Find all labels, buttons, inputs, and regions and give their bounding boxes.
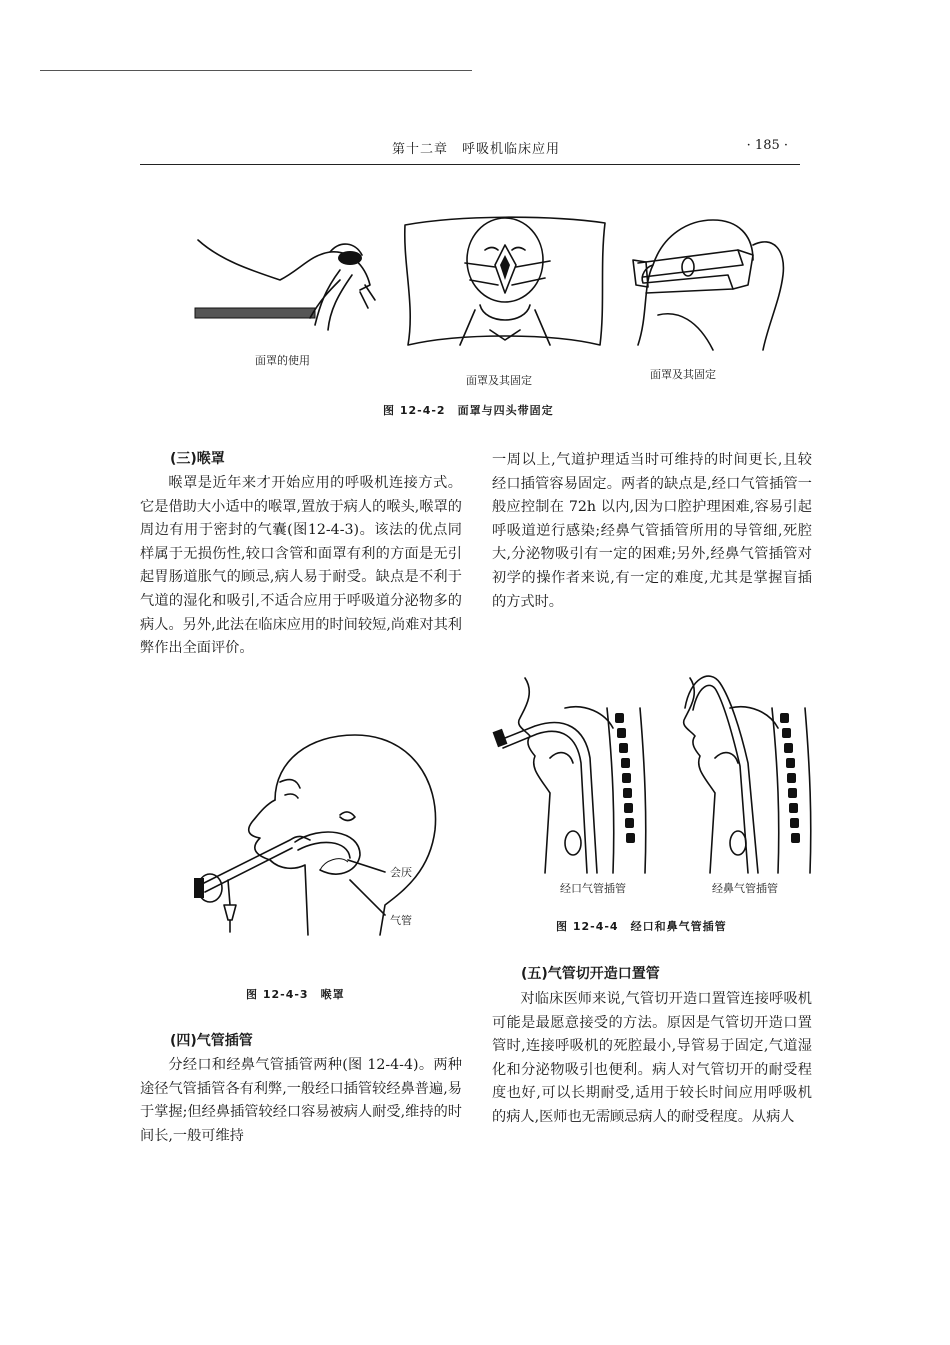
top-rule: [40, 70, 472, 71]
mask-front-fixation-illustration: [400, 205, 610, 355]
label-mask-front-fixation: 面罩及其固定: [466, 374, 532, 387]
page-number: · 185 ·: [746, 138, 788, 153]
label-epiglottis: 会厌: [390, 866, 412, 879]
right-column-paragraph: 一周以上,气道护理适当时可维持的时间更长,且较经口插管容易固定。两者的缺点是,经口气管插管一般应控制在 72h 以内,因为口腔护理困难,容易引起呼吸道逆行感染;经鼻气管插管所用的导管细,死腔大,分泌物吸引有一定的困难;另外,经鼻气管插管对初学的操作者来说,有一定的难度,尤其是掌握盲插的方式时。: [492, 452, 812, 610]
chapter-title: 第十二章 呼吸机临床应用: [392, 142, 561, 157]
section-5-heading: (五)气管切开造口置管: [521, 966, 660, 982]
laryngeal-mask-illustration: [180, 720, 440, 940]
oral-intubation-illustration: [495, 668, 655, 873]
nasal-intubation-illustration: [660, 668, 820, 873]
label-mask-side-fixation: 面罩及其固定: [650, 368, 716, 381]
mask-side-fixation-illustration: [618, 205, 793, 355]
label-mask-use: 面罩的使用: [255, 354, 310, 367]
section-3-heading: (三)喉罩: [170, 451, 225, 467]
figure-12-4-4-caption: 图 12-4-4 经口和鼻气管插管: [556, 920, 727, 933]
running-header: [140, 138, 800, 165]
section-3-paragraph: 喉罩是近年来才开始应用的呼吸机连接方式。它是借助大小适中的喉罩,置放于病人的喉头,喉罩的周边有用于密封的气囊(图12-4-3)。该法的优点同样属于无损伤性,较口含管和面罩有利的方面是无引起胃肠道胀气的顾忌,病人易于耐受。缺点是不利于气道的湿化和吸引,不适合应用于呼吸道分泌物多的病人。另外,此法在临床应用的时间较短,尚难对其利弊作出全面评价。: [140, 475, 462, 657]
label-oral-intubation: 经口气管插管: [560, 882, 626, 895]
section-5-paragraph: 对临床医师来说,气管切开造口置管连接呼吸机可能是最愿意接受的方法。原因是气管切开造口置管时,连接呼吸机的死腔最小,导管易于固定,气道湿化和分泌物吸引也便利。病人对气管切开的耐受程度也好,可以长期耐受,适用于较长时间应用呼吸机的病人,医师也无需顾忌病人的耐受程度。从病人: [492, 991, 812, 1125]
mask-use-illustration: [190, 230, 390, 340]
section-4-heading: (四)气管插管: [170, 1033, 253, 1049]
label-trachea: 气管: [390, 914, 412, 927]
figure-12-4-2-caption: 图 12-4-2 面罩与四头带固定: [383, 404, 554, 417]
figure-12-4-3-caption: 图 12-4-3 喉罩: [246, 988, 345, 1001]
section-4-paragraph: 分经口和经鼻气管插管两种(图 12-4-4)。两种途径气管插管各有利弊,一般经口插管较经鼻普遍,易于掌握;但经鼻插管较经口容易被病人耐受,维持的时间长,一般可维持: [140, 1057, 462, 1144]
label-nasal-intubation: 经鼻气管插管: [712, 882, 778, 895]
